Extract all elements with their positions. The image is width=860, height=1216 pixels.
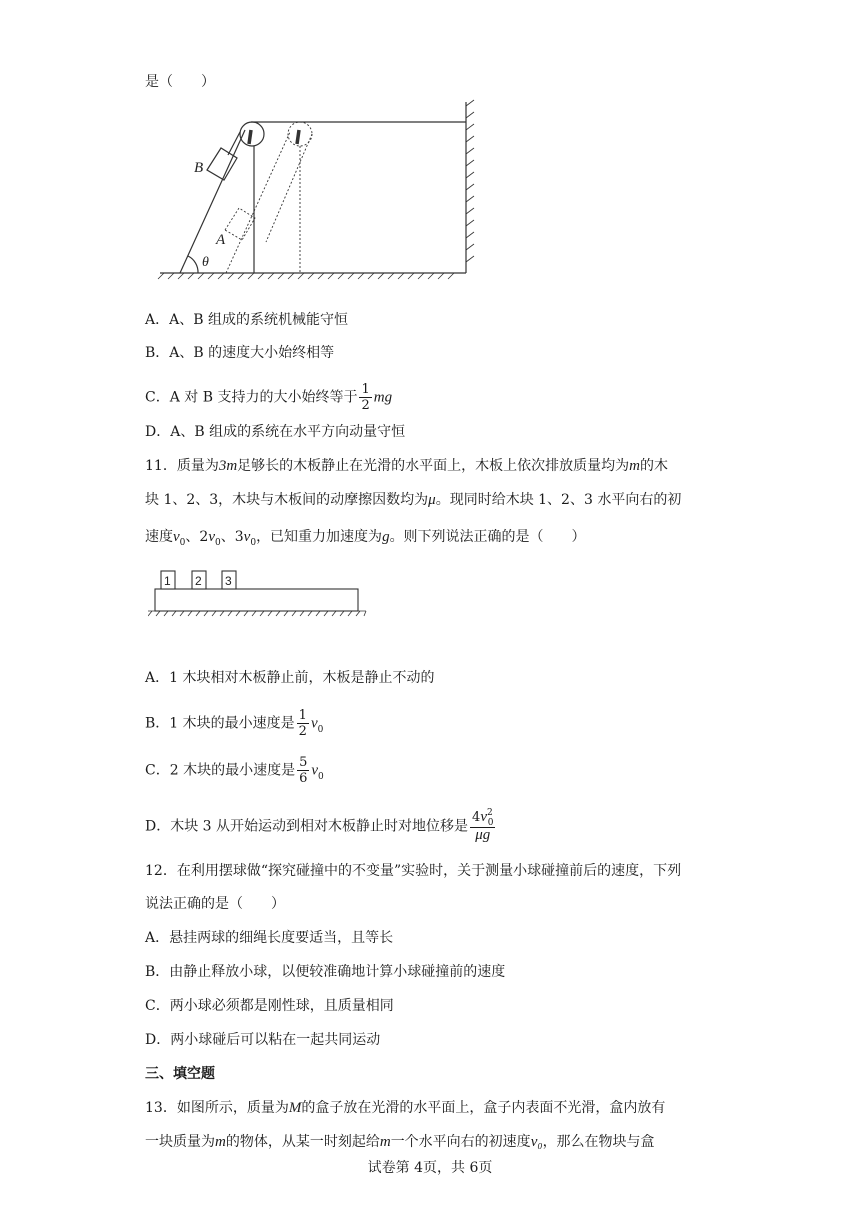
q13-line-2 — [145, 1132, 655, 1152]
q12-option-b: B．由静止释放小球，以便较准确地计算小球碰撞前的速度 — [145, 964, 506, 980]
text: 、 — [220, 529, 235, 545]
math-v: v — [311, 762, 319, 779]
math: m — [629, 458, 641, 474]
q12-option-d: D．两小球碰后可以粘在一起共同运动 — [145, 1032, 381, 1048]
math-sub: 0 — [487, 818, 494, 828]
q10-option-d: D．A、B 组成的系统在水平方向动量守恒 — [145, 424, 406, 440]
block-3-label: 3 — [225, 574, 232, 588]
q11-line-3 — [145, 527, 586, 549]
text: ，那么在物块与盒 — [542, 1134, 655, 1150]
q10-option-b: B．A、B 的速度大小始终相等 — [145, 345, 335, 361]
text: ，已知重力加速度为 — [256, 529, 383, 545]
question-continuation: 是（ ） — [145, 74, 215, 90]
q10-option-c — [145, 382, 392, 413]
math: g — [382, 529, 390, 545]
text: 2 — [199, 529, 209, 545]
text: C．2 木块的最小速度是 — [145, 762, 296, 779]
block-1-label: 1 — [164, 574, 171, 588]
frac-num: 1 — [298, 708, 307, 723]
math: M — [288, 1100, 302, 1116]
math: 3m — [218, 458, 238, 474]
math: v₀ — [530, 1134, 543, 1150]
q10-option-a: A．A、B 组成的系统机械能守恒 — [145, 312, 348, 328]
frac-den: 2 — [361, 398, 370, 413]
text: B．1 木块的最小速度是 — [145, 715, 295, 732]
fraction — [359, 382, 371, 413]
frac-num: 5 — [299, 755, 308, 770]
math: m — [379, 1134, 391, 1150]
text: 一个水平向右的初速度 — [390, 1134, 531, 1150]
frac-num — [470, 810, 495, 828]
text: 。则下列说法正确的是（ ） — [389, 529, 586, 545]
label-A: A — [216, 232, 226, 248]
text: 块 1、2、3，木块与木板间的动摩擦因数均为 — [145, 492, 429, 508]
text: D．木块 3 从开始运动到相对木板静止时对地位移是 — [145, 818, 469, 835]
q11-option-b — [145, 708, 323, 739]
text: 的盒子放在光滑的水平面上，盒子内表面不光滑，盒内放有 — [301, 1100, 666, 1116]
q10-option-c-mg: mg — [373, 389, 393, 406]
text: 、 — [185, 529, 200, 545]
frac-den: μg — [475, 827, 491, 843]
fraction — [297, 755, 309, 786]
math-v: v — [310, 715, 318, 732]
text: 足够长的木板静止在光滑的水平面上，木板上依次排放质量均为 — [237, 458, 630, 474]
frac-num: 1 — [361, 382, 370, 397]
text: 。现同时给木块 1、2、3 水平向右的初 — [435, 492, 682, 508]
math-sup: 2 — [486, 808, 493, 818]
q12-line-2: 说法正确的是（ ） — [145, 896, 285, 912]
math-sub: 0 — [317, 724, 324, 735]
q10-option-c-text: C．A 对 B 支持力的大小始终等于 — [145, 389, 358, 406]
math-sub: 0 — [179, 538, 186, 548]
fraction — [470, 810, 495, 843]
incline-pulley-figure — [150, 92, 490, 288]
frac-den: 2 — [298, 724, 307, 739]
math-v: v — [173, 529, 180, 545]
frac-den: 6 — [299, 771, 308, 786]
text: 一块质量为 — [145, 1134, 215, 1150]
q11-line-2 — [145, 490, 681, 510]
label-B: B — [194, 160, 204, 176]
coef: 4 — [472, 810, 481, 825]
math: m — [215, 1134, 226, 1150]
text: 的物体，从某一时刻起给 — [225, 1134, 380, 1150]
math-sub: 0 — [318, 771, 324, 782]
q12-option-a: A．悬挂两球的细绳长度要适当，且等长 — [145, 930, 394, 946]
q11-option-c — [145, 755, 324, 786]
fraction — [297, 708, 309, 739]
text: 3 — [234, 529, 244, 545]
q11-option-d — [145, 810, 497, 843]
text: 11．质量为 — [145, 458, 219, 474]
q11-line-1 — [145, 456, 668, 476]
text: 13．如图所示，质量为 — [145, 1100, 289, 1116]
label-theta: θ — [202, 255, 209, 270]
page-footer: 试卷第 4页，共 6页 — [367, 1160, 493, 1176]
section-title: 三、填空题 — [145, 1066, 215, 1082]
math-sub: 0 — [250, 538, 257, 548]
block-2-label: 2 — [195, 574, 202, 588]
q12-option-c: C．两小球必须都是刚性球，且质量相同 — [145, 998, 394, 1014]
q13-line-1 — [145, 1098, 665, 1118]
math-sub: 0 — [215, 538, 221, 548]
math: μ — [428, 492, 436, 508]
math-v: v — [480, 809, 487, 825]
math-v: v — [243, 529, 251, 545]
text: 速度 — [145, 529, 173, 545]
board-blocks-figure — [148, 566, 370, 622]
q12-line-1: 12．在利用摆球做“探究碰撞中的不变量”实验时，关于测量小球碰撞前后的速度，下列 — [145, 863, 682, 879]
q11-option-a: A．1 木块相对木板静止前，木板是静止不动的 — [145, 670, 435, 686]
math-v: v — [208, 529, 215, 545]
text: 的木 — [640, 458, 669, 474]
